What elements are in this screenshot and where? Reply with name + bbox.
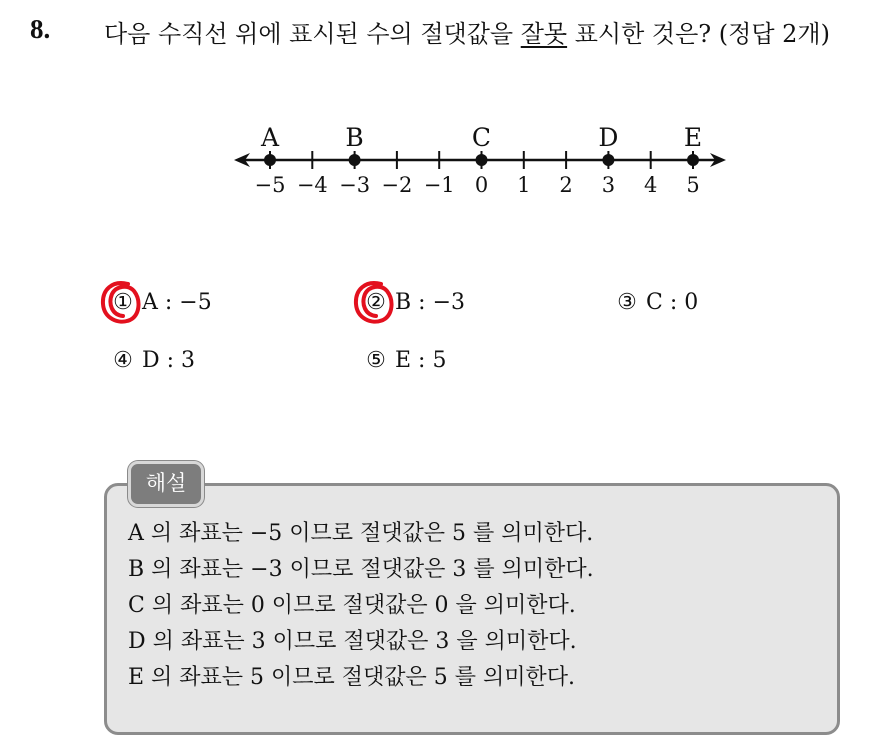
choice-1-mark: ① (113, 290, 133, 315)
choice-4-mark: ④ (113, 348, 133, 373)
choice-5-mark: ⑤ (366, 348, 386, 373)
choice-3[interactable] (614, 290, 698, 315)
point-dot (602, 154, 614, 166)
point-label: C (471, 123, 492, 152)
tick-label: −1 (423, 173, 455, 197)
question-text-after: 표시한 것은? (정답 2개) (567, 20, 830, 48)
question-text-before: 다음 수직선 위에 표시된 수의 절댓값을 (104, 20, 521, 48)
explanation-title: 해설 (128, 461, 204, 507)
point-dot (264, 154, 276, 166)
tick-label: 1 (517, 173, 531, 197)
point-label: E (683, 123, 703, 152)
tick-label: −2 (381, 173, 413, 197)
number-line (220, 118, 740, 208)
explanation-line: D 의 좌표는 3 이므로 절댓값은 3 을 의미한다. (128, 629, 577, 654)
point-dot (476, 154, 488, 166)
choice-4[interactable] (110, 348, 195, 373)
choice-1-text: A : −5 (142, 290, 212, 315)
point-dot (349, 154, 361, 166)
tick-label: 3 (601, 173, 616, 197)
question-underlined-word: 잘못 (520, 20, 568, 48)
tick-label: −4 (296, 173, 328, 197)
tick-label: 5 (686, 173, 700, 197)
tick-label: −3 (339, 173, 371, 197)
choice-3-text: C : 0 (646, 290, 699, 315)
tick-label: 0 (474, 173, 489, 197)
choice-2-text: B : −3 (395, 290, 465, 315)
point-dot (687, 154, 699, 166)
point-label: A (260, 123, 280, 152)
question-text (104, 16, 864, 52)
explanation-lines (128, 516, 594, 696)
explanation-line: E 의 좌표는 5 이므로 절댓값은 5 를 의미한다. (128, 665, 576, 690)
explanation-line: B 의 좌표는 −3 이므로 절댓값은 3 를 의미한다. (128, 557, 594, 582)
explanation-line: A 의 좌표는 −5 이므로 절댓값은 5 를 의미한다. (128, 521, 594, 546)
point-label: D (598, 123, 619, 152)
choice-4-text: D : 3 (142, 348, 196, 373)
choice-2-mark: ② (366, 290, 386, 315)
explanation-line: C 의 좌표는 0 이므로 절댓값은 0 을 의미한다. (128, 593, 576, 618)
tick-label: 4 (644, 173, 658, 197)
choice-3-mark: ③ (617, 290, 637, 315)
question-number: 8. (30, 14, 51, 44)
choice-5[interactable] (363, 348, 446, 373)
answer-circle-mark-2 (351, 278, 397, 328)
tick-label: −5 (254, 173, 286, 197)
answer-circle-mark-1 (98, 278, 144, 328)
point-label: B (345, 123, 364, 152)
choice-5-text: E : 5 (395, 348, 447, 373)
tick-label: 2 (559, 173, 573, 197)
